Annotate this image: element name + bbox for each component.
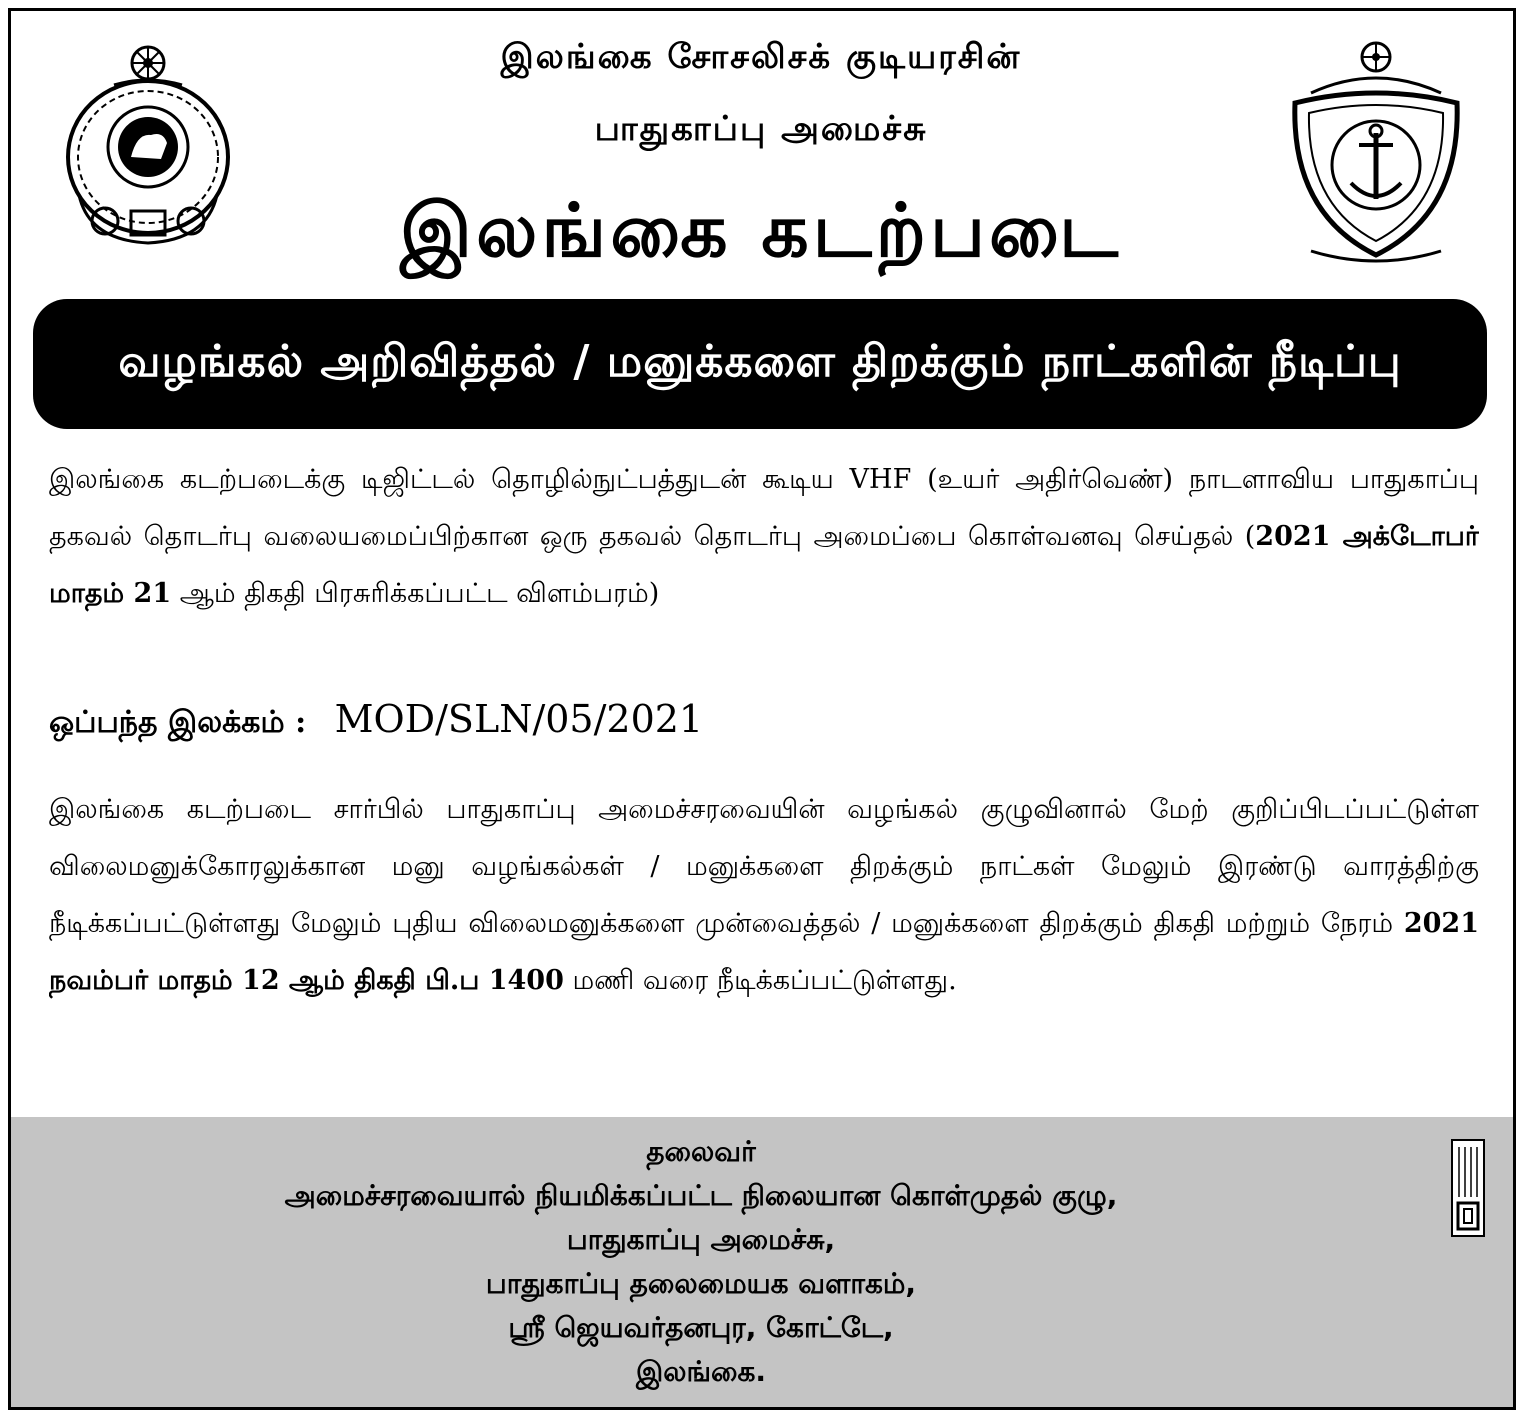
- banner-title: வழங்கல் அறிவித்தல் / மனுக்களை திறக்கும் நாட்களின் நீடிப்பு: [118, 335, 1402, 387]
- header-navy-title: இலங்கை கடற்படை: [400, 188, 1122, 274]
- intro-date: 2021 அக்டோபர் மாதம் 21: [49, 521, 1479, 609]
- footer-ministry: பாதுகாப்பு அமைச்சு,: [566, 1223, 836, 1256]
- signature-block: [11, 1117, 1513, 1407]
- contract-number: MOD/SLN/05/2021: [334, 697, 704, 741]
- contract-line: [49, 689, 1479, 749]
- intro-tail: ஆம் திகதி பிரசுரிக்கப்பட்ட விளம்பரம்): [171, 578, 660, 609]
- navy-crest-icon: [1281, 33, 1471, 273]
- extension-tail: மணி வரை நீடிக்கப்பட்டுள்ளது.: [563, 965, 957, 996]
- notice-frame: [8, 8, 1516, 1410]
- footer-country: இலங்கை.: [635, 1355, 767, 1388]
- footer-city: ஸ்ரீ ஜெயவர்தனபுர, கோட்டே,: [508, 1311, 894, 1344]
- footer-complex: பாதுகாப்பு தலைமையக வளாகம்,: [485, 1267, 917, 1300]
- publisher-mark-icon: [1451, 1139, 1485, 1237]
- state-emblem-icon: [59, 35, 237, 247]
- notice-banner: [33, 299, 1487, 429]
- header-ministry: பாதுகாப்பு அமைச்சு: [594, 109, 928, 149]
- contract-label: ஒப்பந்த இலக்கம் :: [49, 705, 307, 740]
- intro-text: இலங்கை கடற்படைக்கு டிஜிட்டல் தொழில்நுட்பத்துடன் கூடிய VHF (உயர் அதிர்வெண்) நாடளாவிய பாதுகாப்பு தகவல் தொடர்பு வலையமைப்பிற்கான ஒரு தகவல் தொடர்பு அமைப்பை கொள்வனவு செய்தல் (: [49, 464, 1479, 552]
- header-country: இலங்கை சோசலிசக் குடியரசின்: [500, 37, 1022, 77]
- footer-chairman: தலைவர்: [646, 1135, 756, 1168]
- intro-paragraph: [49, 451, 1479, 681]
- extension-deadline: 2021 நவம்பர் மாதம் 12 ஆம் திகதி பி.ப 1400: [49, 908, 1479, 996]
- footer-committee: அமைச்சரவையால் நியமிக்கப்பட்ட நிலையான கொள்முதல் குழு,: [284, 1179, 1118, 1212]
- extension-paragraph: [49, 781, 1479, 1111]
- extension-text: இலங்கை கடற்படை சார்பில் பாதுகாப்பு அமைச்சரவையின் வழங்கல் குழுவினால் மேற் குறிப்பிடப்பட்டுள்ள விலைமனுக்கோரலுக்கான மனு வழங்கல்கள் / மனுக்களை திறக்கும் நாட்கள் மேலும் இரண்டு வாரத்திற்கு நீடிக்கப்பட்டுள்ளது மேலும் புதிய விலைமனுக்களை முன்வைத்தல் / மனுக்களை திறக்கும் திகதி மற்றும் நேரம்: [49, 794, 1479, 939]
